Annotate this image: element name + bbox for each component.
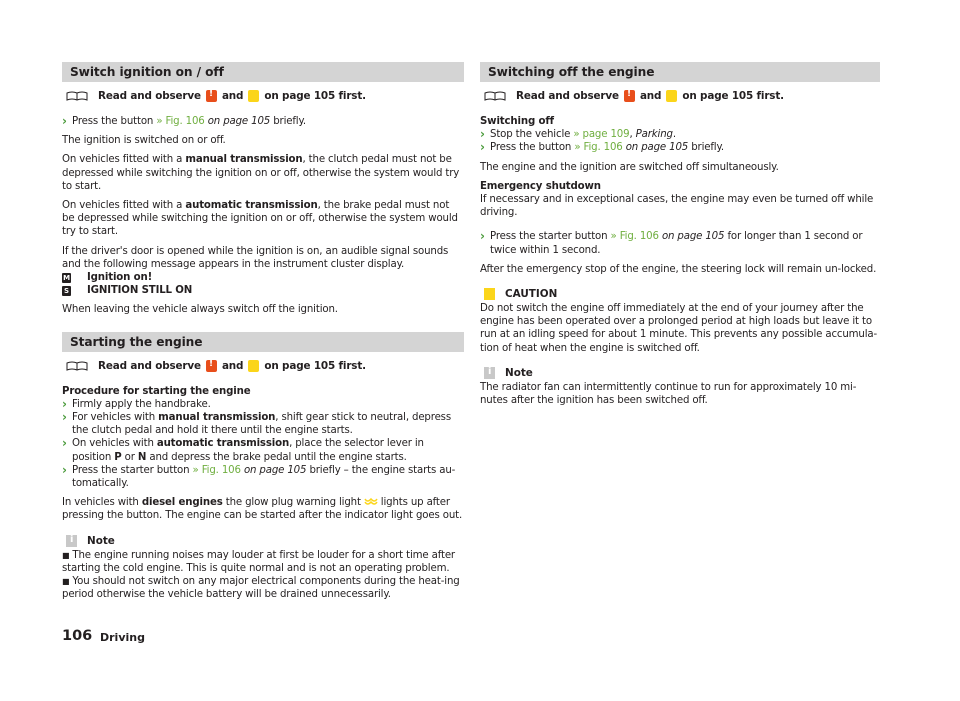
caution-icon [666, 90, 677, 102]
list-item: › Press the button » Fig. 106 on page 105 briefly. [62, 114, 307, 128]
caution-icon [484, 288, 495, 300]
book-icon [66, 91, 88, 101]
section-title-ignition: Switch ignition on / off [62, 62, 464, 82]
fig-link[interactable]: » Fig. 106 [610, 231, 659, 243]
right-column: Switching off the engine Read and observe ! and on page 105 first. Switching off › Stop the vehicle » page 109, Parking. › Press the button » Fig. 106 on page 105 briefly. The engine and the ignition are switched off simultaneously. Emergency shutdown If necessary and in exceptional cases, the engine may even be turned off while driving. › Press the starter button » Fig. 106 on page 105 for longer than 1 second or twice within 1 second. After the emergency stop of the engine, the steering lock will remain un-locked. CAUTION Do not switch the engine off immediately at the end of your journey after the engine has been operated over a prolonged period at high loads but leave it to run at an idling speed for about 1 minute. This prevents any possible accumula-tion of heat when the engine is switched off. i Note The radiator fan can intermittently continue to run for approximately 10 mi-nutes after the ignition has been switched off. [480, 62, 880, 407]
section-title-starting: Starting the engine [62, 332, 464, 352]
read-observe-line: Read and observe ! and on page 105 first. [480, 88, 880, 104]
arrow-icon: › [62, 114, 67, 128]
list-item: › Stop the vehicle » page 109, Parking. [480, 127, 676, 142]
book-icon [484, 91, 506, 101]
read-observe-line: Read and observe ! and on page 105 first. [62, 358, 464, 374]
list-item: › Press the starter button » Fig. 106 on page 105 briefly – the engine starts au-tomatically. [62, 462, 456, 490]
list-item: › Press the button » Fig. 106 on page 105 briefly. [480, 140, 725, 155]
left-column: Switch ignition on / off Read and observe ! and on page 105 first. › Press the button » Fig. 106 on page 105 briefly. The ignition is switched on or off. On vehicles fitted with a manual transmission, the clutch pedal must not be depressed while switching the ignition on or off, otherwise the system would try to start. On vehicles fitted with a automatic transmission, the brake pedal must not be depressed while switching the ignition on or off, otherwise the system would try to start. If the driver's door is opened while the ignition is on, an audible signal sounds and the following message appears in the instrument cluster display. M Ignition on! S IGNITION STILL ON When leaving the vehicle always switch off the ignition. Starting the engine Read and observe ! and on page 105 first. Procedure for starting the engine › Firmly apply the handbrake. › For vehicles with manual transmission, shift gear stick to neutral, depress the clutch pedal and hold it there until the engine starts. › On vehicles with automatic transmission, place the selector lever in position P or N and depress the brake pedal until the engine starts. › Press the starter button » Fig. 106 on page 105 briefly – the engine starts au-tomatically. In vehicles with diesel engines the glow plug warning light lights up after pressing the button. The engine can be started after the indicator light goes out. i Note ■ The engine running noises may louder at first be louder for a short time after starting the cold engine. This is quite normal and is not an operating problem. ■ You should not switch on any major electrical components during the heat-ing period otherwise the vehicle battery will be drained unnecessarily. [62, 62, 464, 601]
book-icon [66, 361, 88, 371]
caution-icon [248, 360, 259, 372]
warning-icon [206, 90, 217, 102]
read-observe-line: Read and observe ! and on page 105 first. [62, 88, 464, 104]
warning-icon [624, 90, 635, 102]
glow-plug-icon [364, 497, 378, 505]
fig-link[interactable]: » Fig. 106 [574, 142, 623, 154]
info-icon [66, 535, 77, 547]
page-link[interactable]: » page 109 [573, 129, 630, 141]
fig-link[interactable]: » Fig. 106 [192, 464, 241, 476]
list-item: › On vehicles with automatic transmission, place the selector lever in position P or N and depress the brake pedal until the engine starts. [62, 436, 424, 463]
warning-icon [206, 360, 217, 372]
section-title-switching-off: Switching off the engine [480, 62, 880, 82]
display-message-1: M Ignition on! [63, 272, 153, 284]
page-number: 106 [62, 628, 93, 644]
note-header: i Note [62, 535, 464, 547]
list-item: › Firmly apply the handbrake. [62, 396, 211, 411]
caution-header: CAUTION [480, 288, 880, 300]
caution-icon [248, 90, 259, 102]
info-icon [484, 367, 495, 379]
display-s-icon: S [62, 286, 71, 296]
chapter-label: Driving [100, 631, 145, 644]
list-item: › For vehicles with manual transmission, shift gear stick to neutral, depress the clutch pedal and hold it there until the engine starts. [62, 410, 451, 437]
list-item: › Press the starter button » Fig. 106 on page 105 for longer than 1 second or twice within 1 second. [480, 229, 863, 256]
display-m-icon: M [63, 273, 70, 282]
fig-link[interactable]: » Fig. 106 [156, 116, 205, 127]
note-header: i Note [480, 367, 880, 379]
display-message-2: S IGNITION STILL ON [62, 284, 464, 297]
